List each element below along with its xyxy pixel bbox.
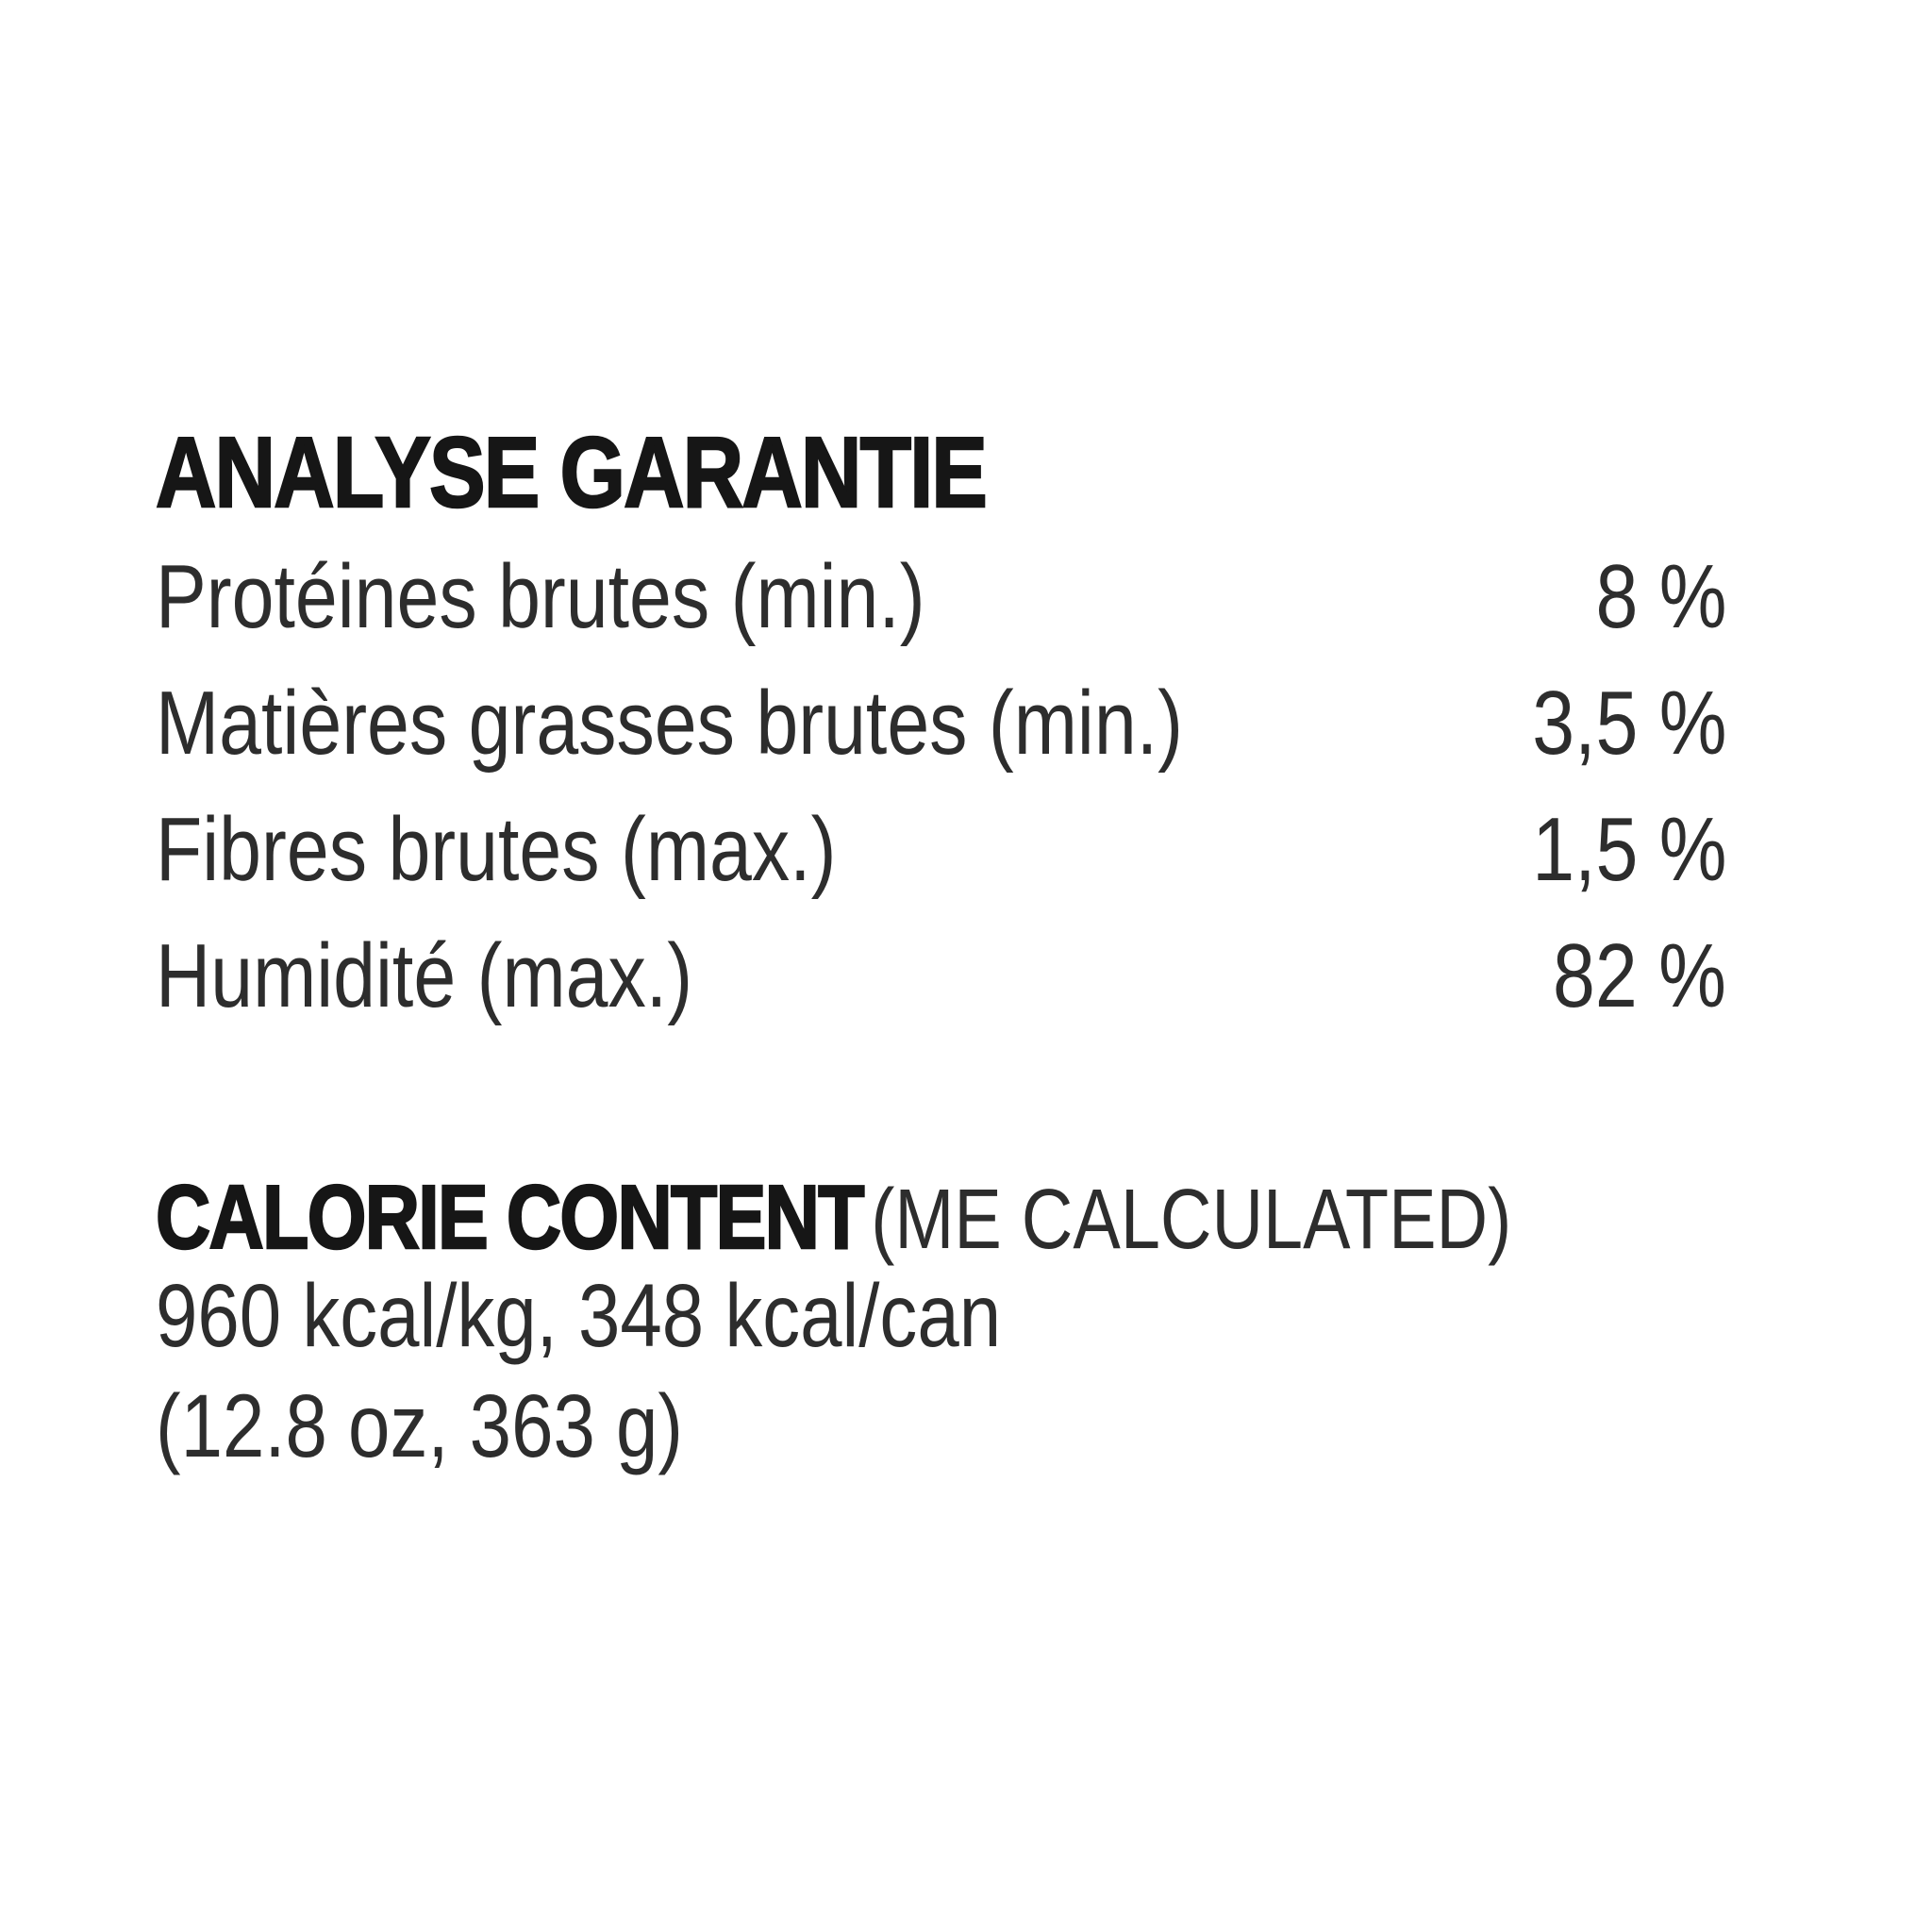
analysis-row-label: Matières grasses brutes (min.): [156, 673, 1183, 774]
analysis-row-value: 3,5 %: [1531, 673, 1726, 774]
analysis-row-crude-fibre: [156, 787, 1726, 913]
analysis-row-value: 1,5 %: [1531, 799, 1726, 900]
analysis-row-crude-protein: [156, 534, 1726, 660]
guaranteed-analysis-title-text: ANALYSE GARANTIE: [156, 417, 987, 528]
analysis-row-value: 8 %: [1595, 546, 1726, 647]
analysis-row-label: Protéines brutes (min.): [156, 546, 925, 647]
calorie-content-title-text: CALORIE CONTENT: [156, 1167, 863, 1268]
analysis-row-value: 82 %: [1553, 925, 1726, 1026]
calorie-values-text: 960 kcal/kg, 348 kcal/can: [156, 1266, 1002, 1366]
analysis-row-crude-fat: [156, 660, 1726, 787]
calorie-values-line: [156, 1266, 1162, 1366]
guaranteed-analysis-title: [156, 417, 1144, 528]
analysis-row-moisture: [156, 913, 1726, 1040]
calorie-content-title-row: [156, 1167, 1512, 1268]
calorie-content-title: [156, 1167, 1770, 1268]
analysis-row-label: Humidité (max.): [156, 925, 693, 1026]
analysis-row-label: Fibres brutes (max.): [156, 799, 837, 900]
guaranteed-analysis-table: [156, 534, 1726, 1040]
calorie-content-qualifier: (ME CALCULATED): [871, 1173, 1512, 1267]
calorie-weight-text: (12.8 oz, 363 g): [156, 1376, 683, 1476]
calorie-weight-line: [156, 1376, 783, 1476]
